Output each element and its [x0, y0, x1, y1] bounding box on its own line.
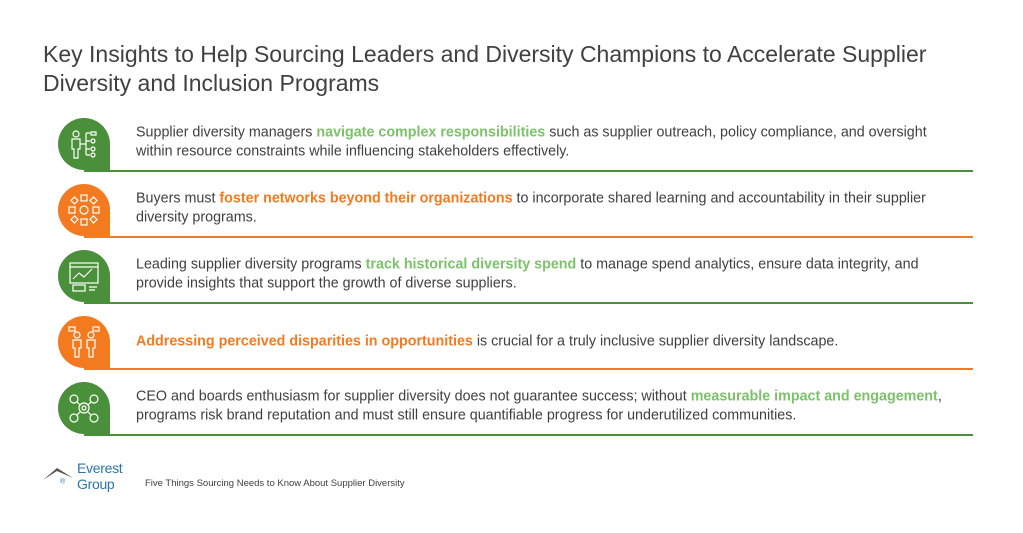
impact-gears-icon [58, 382, 110, 434]
manager-workflow-icon [58, 118, 110, 170]
registered-mark: ® [60, 478, 65, 486]
everest-group-logo [43, 460, 141, 492]
footer [43, 460, 405, 492]
divider [84, 434, 973, 436]
logo-text: Everest Group [77, 460, 123, 492]
insight-text: Addressing perceived disparities in opportunities is crucial for a truly inclusive supplier diversity landscape. [136, 333, 839, 350]
insight-text: Leading supplier diversity programs track historical diversity spend to manage spend analytics, ensure data integrity, and provide insights that support the growth of diverse suppliers. [136, 256, 919, 292]
insight-text: CEO and boards enthusiasm for supplier diversity does not guarantee success; without measurable impact and engagement, programs risk brand reputation and must still ensure quantifiable progress for underutilized communities. [136, 388, 942, 424]
divider [84, 236, 973, 238]
people-opportunity-icon [58, 316, 110, 368]
divider [84, 170, 973, 172]
insight-text: Buyers must foster networks beyond their organizations to incorporate shared learning and accountability in their supplier diversity programs. [136, 190, 926, 226]
footer-text: Five Things Sourcing Needs to Know About Supplier Diversity [145, 478, 405, 489]
insight-text: Supplier diversity managers navigate complex responsibilities such as supplier outreach, policy compliance, and oversight within resource constraints while influencing stakeholders effectively. [136, 124, 927, 160]
insight-row [58, 250, 973, 304]
divider [84, 302, 973, 304]
insight-row [58, 316, 973, 370]
insight-row [58, 184, 973, 238]
insight-row [58, 382, 973, 436]
page-title: Key Insights to Help Sourcing Leaders and Diversity Champions to Accelerate Supplier Diversity and Inclusion Programs [43, 41, 927, 96]
analytics-dashboard-icon [58, 250, 110, 302]
network-icon [58, 184, 110, 236]
insight-row [58, 118, 973, 172]
divider [84, 368, 973, 370]
